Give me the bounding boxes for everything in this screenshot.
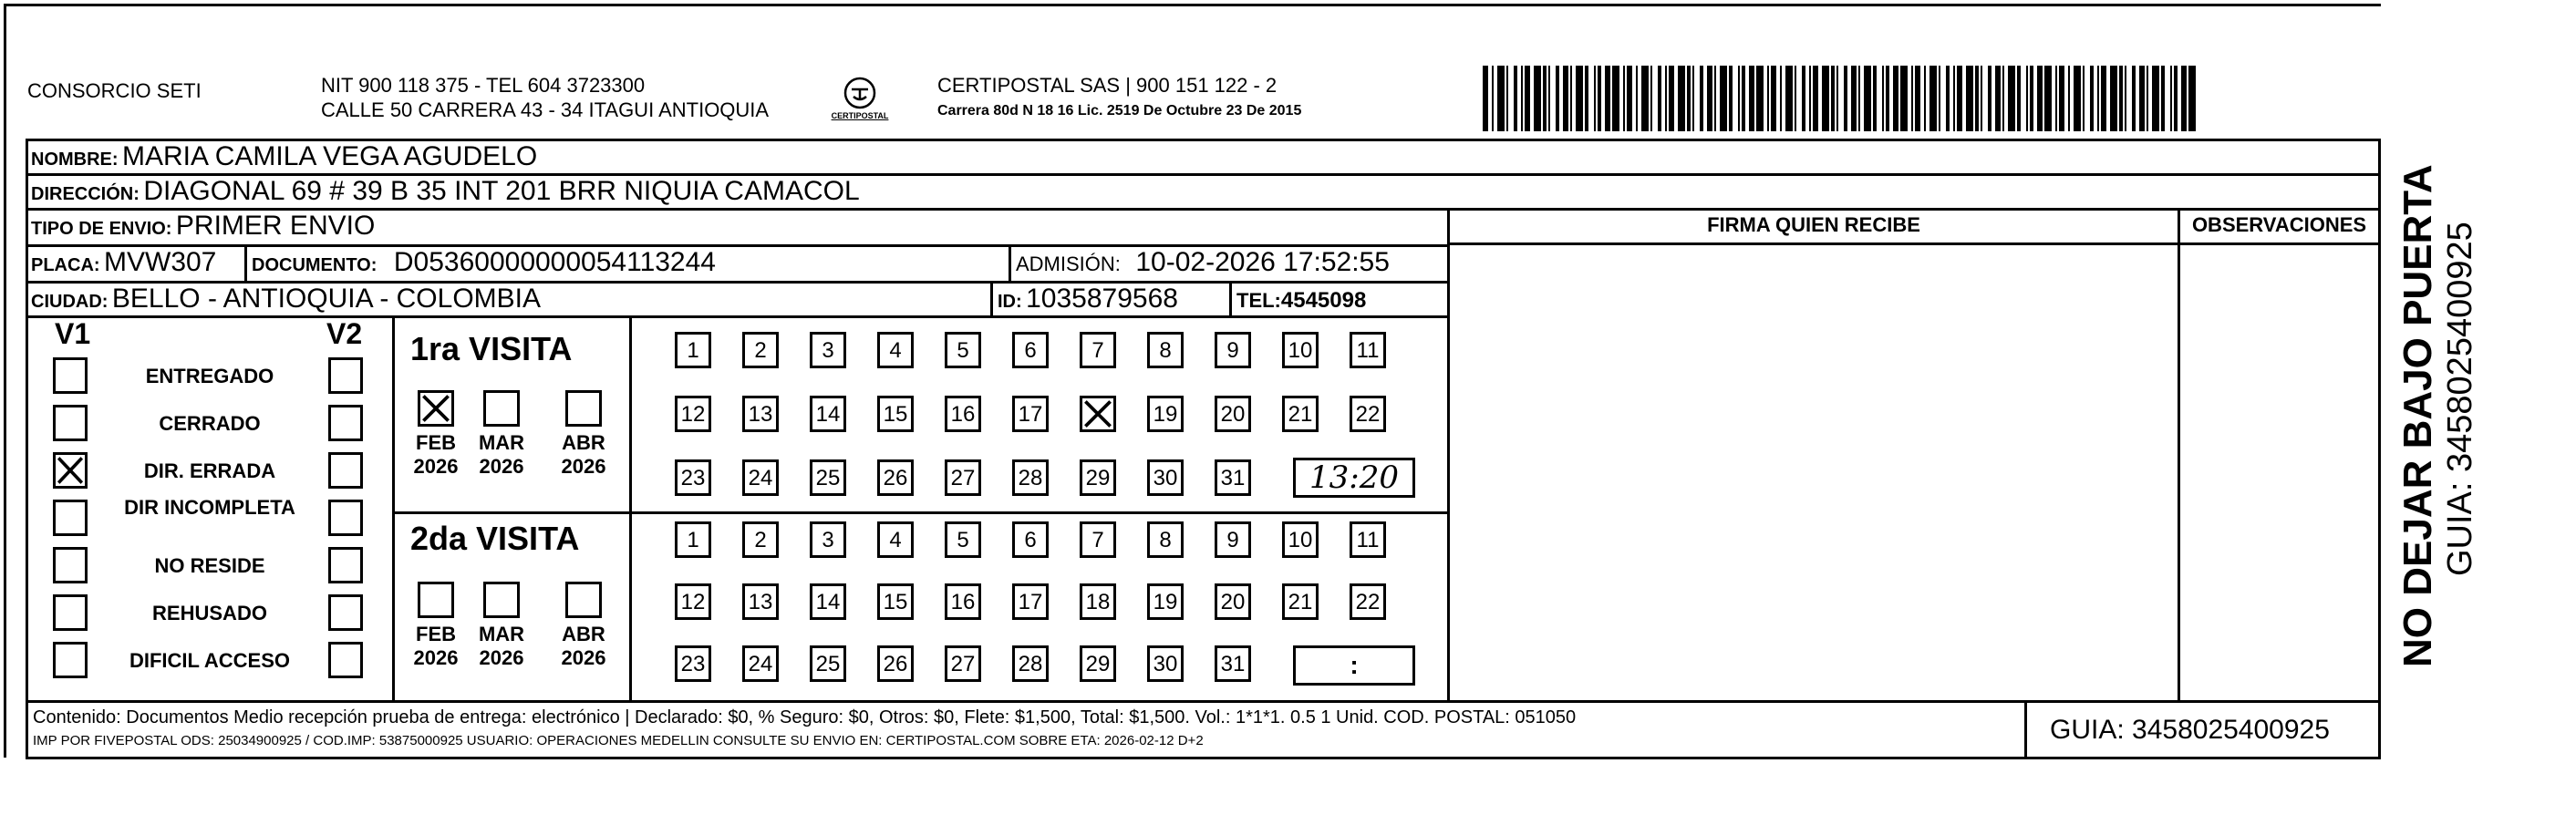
day-box[interactable] (742, 645, 779, 682)
day-box[interactable] (675, 583, 711, 620)
documento-value: D05360000000054113244 (393, 247, 716, 277)
day-box[interactable] (1080, 396, 1116, 432)
day-number: 13 (748, 590, 773, 614)
admision-label: ADMISIÓN: (1016, 253, 1121, 275)
placa-label: PLACA: (31, 255, 100, 275)
day-box[interactable] (945, 645, 981, 682)
barcode-bar (2152, 66, 2159, 131)
barcode-bar (1678, 66, 1685, 131)
day-number: 5 (957, 528, 969, 552)
first-visit-title: 1ra VISITA (410, 330, 573, 367)
day-number: 25 (815, 466, 841, 490)
day-box[interactable] (877, 521, 914, 558)
certipostal-logo-icon (824, 73, 895, 128)
day-number: 7 (1091, 528, 1104, 552)
status-label: REHUSADO (152, 602, 267, 624)
day-number: 17 (1018, 590, 1043, 614)
day-box[interactable] (1080, 583, 1116, 620)
day-box[interactable] (1350, 521, 1386, 558)
tel-label: TEL: (1236, 289, 1281, 312)
day-number: 31 (1220, 652, 1246, 676)
month-label: ABR (562, 623, 605, 645)
barcode-bar (1576, 66, 1583, 131)
v1-checkbox[interactable] (53, 594, 88, 631)
day-number: 16 (950, 590, 976, 614)
tel-value: 4545098 (1280, 288, 1367, 313)
day-box[interactable] (1215, 332, 1251, 368)
day-number: 22 (1355, 590, 1381, 614)
month-label: MAR (478, 623, 525, 645)
day-box[interactable] (945, 521, 981, 558)
day-number: 8 (1159, 338, 1172, 363)
day-number: 27 (950, 652, 976, 676)
v1-checkbox[interactable] (53, 500, 88, 536)
tipo-label: TIPO DE ENVIO: (31, 219, 172, 239)
day-box[interactable] (1147, 645, 1184, 682)
documento-row (252, 246, 716, 284)
day-box[interactable] (1350, 583, 1386, 620)
day-box[interactable] (945, 583, 981, 620)
day-number: 29 (1085, 466, 1111, 490)
day-box[interactable] (877, 459, 914, 496)
day-number: 12 (680, 402, 706, 427)
month-year-label: 2026 (561, 455, 606, 478)
day-number: 31 (1220, 466, 1246, 490)
day-number: 2 (754, 528, 767, 552)
day-number: 11 (1356, 338, 1380, 363)
day-box[interactable] (1215, 459, 1251, 496)
month-label: FEB (416, 431, 456, 454)
day-box[interactable] (810, 645, 846, 682)
v2-checkbox[interactable] (328, 547, 363, 583)
day-box[interactable] (877, 396, 914, 432)
month-year-label: 2026 (413, 646, 459, 669)
day-box[interactable] (675, 459, 711, 496)
day-number: 26 (883, 652, 908, 676)
day-box[interactable] (742, 332, 779, 368)
barcode-bar (1612, 66, 1619, 131)
day-number: 21 (1288, 402, 1313, 427)
day-box[interactable] (1080, 332, 1116, 368)
month-checkbox[interactable] (565, 390, 602, 427)
day-number: 3 (822, 338, 834, 363)
day-number: 24 (748, 652, 773, 676)
day-box[interactable] (1080, 521, 1116, 558)
company-nit: NIT 900 118 375 - TEL 604 3723300 (321, 74, 646, 97)
day-box[interactable] (1012, 645, 1049, 682)
v1-checkbox[interactable] (53, 452, 88, 489)
day-number: 20 (1220, 402, 1246, 427)
day-number: 9 (1226, 528, 1239, 552)
day-box[interactable] (1282, 583, 1319, 620)
nombre-value: MARIA CAMILA VEGA AGUDELO (122, 141, 538, 171)
day-box[interactable] (810, 332, 846, 368)
id-label: ID: (998, 292, 1022, 312)
day-number: 10 (1288, 338, 1313, 363)
day-box[interactable] (1147, 396, 1184, 432)
day-number: 8 (1159, 528, 1172, 552)
logo-text: CERTIPOSTAL (831, 111, 889, 120)
day-number: 26 (883, 466, 908, 490)
day-number: 28 (1018, 466, 1043, 490)
nombre-row (31, 140, 537, 178)
month-label: FEB (416, 623, 456, 645)
day-box[interactable] (877, 645, 914, 682)
day-number: 28 (1018, 652, 1043, 676)
day-box[interactable] (945, 459, 981, 496)
month-checkbox[interactable] (418, 390, 454, 427)
ciudad-value: BELLO - ANTIOQUIA - COLOMBIA (111, 284, 542, 314)
day-number: 4 (889, 528, 902, 552)
direccion-value: DIAGONAL 69 # 39 B 35 INT 201 BRR NIQUIA CAMACOL (143, 176, 860, 206)
status-label: DIR INCOMPLETA (124, 496, 295, 519)
month-label: MAR (478, 431, 525, 454)
day-number: 30 (1153, 652, 1178, 676)
ciudad-label: CIUDAD: (31, 292, 109, 312)
day-number: 16 (950, 402, 976, 427)
day-box[interactable] (1012, 459, 1049, 496)
carrier-name: CERTIPOSTAL SAS | 900 151 122 - 2 (937, 74, 1278, 97)
month-year-label: 2026 (479, 455, 524, 478)
barcode-bar (1641, 66, 1649, 131)
barcode-bar (1497, 66, 1505, 131)
status-label: ENTREGADO (145, 365, 274, 387)
day-box[interactable] (1215, 645, 1251, 682)
day-number: 27 (950, 466, 976, 490)
x-mark-icon (1082, 398, 1113, 429)
day-box[interactable] (945, 332, 981, 368)
day-box[interactable] (1215, 521, 1251, 558)
day-box[interactable] (742, 396, 779, 432)
barcode-bar (2188, 66, 2196, 131)
day-box[interactable] (1147, 332, 1184, 368)
day-number: 24 (748, 466, 773, 490)
month-year-label: 2026 (413, 455, 459, 478)
month-checkbox[interactable] (483, 390, 520, 427)
day-number: 23 (680, 466, 706, 490)
day-box[interactable] (877, 583, 914, 620)
barcode-bar (1864, 66, 1871, 131)
day-number: 20 (1220, 590, 1246, 614)
status-label: DIFICIL ACCESO (129, 649, 290, 672)
day-box[interactable] (675, 396, 711, 432)
barcode-bar (2074, 66, 2081, 131)
day-number: 19 (1153, 590, 1178, 614)
day-box[interactable] (1012, 583, 1049, 620)
status-label: DIR. ERRADA (143, 459, 276, 482)
v1-checkbox[interactable] (53, 357, 88, 394)
day-box[interactable] (1012, 521, 1049, 558)
carrier-license: Carrera 80d N 18 16 Lic. 2519 De Octubre 23 De 2015 (937, 103, 1302, 119)
v1-label: V1 (55, 317, 91, 350)
ciudad-row (31, 283, 541, 320)
second-visit-time[interactable] (1293, 645, 1415, 686)
v2-label: V2 (326, 317, 363, 350)
status-label: CERRADO (159, 412, 261, 435)
day-number: 12 (680, 590, 706, 614)
barcode-bar (1900, 66, 1908, 131)
tipo-value: PRIMER ENVIO (175, 211, 376, 241)
x-mark-icon (56, 455, 85, 486)
side-warning: NO DEJAR BAJO PUERTA (2395, 164, 2440, 667)
month-checkbox[interactable] (418, 582, 454, 618)
v2-checkbox[interactable] (328, 642, 363, 678)
day-box[interactable] (810, 396, 846, 432)
day-number: 9 (1226, 338, 1239, 363)
day-number: 15 (883, 590, 908, 614)
barcode-bar (2110, 66, 2117, 131)
admision-row (1016, 246, 1390, 284)
day-box[interactable] (810, 583, 846, 620)
day-box[interactable] (945, 396, 981, 432)
barcode-bar (1720, 66, 1727, 131)
v2-checkbox[interactable] (328, 357, 363, 394)
day-number: 13 (748, 402, 773, 427)
day-box[interactable] (1282, 521, 1319, 558)
nombre-label: NOMBRE: (31, 150, 119, 170)
month-label: ABR (562, 431, 605, 454)
day-box[interactable] (1080, 459, 1116, 496)
v2-checkbox[interactable] (328, 452, 363, 489)
footer-contents: Contenido: Documentos Medio recepción prueba de entrega: electrónico | Declarado: $0, % Seguro: $0, Otros: $0, Flete: $1,500, Total: $1,500. Vol.: 1*1*1. 0.5 1 Unid. COD. POSTAL: 051050 (33, 707, 1577, 727)
day-box[interactable] (1147, 521, 1184, 558)
day-number: 6 (1024, 528, 1037, 552)
day-number: 10 (1288, 528, 1313, 552)
first-visit-time[interactable] (1293, 458, 1415, 498)
day-box[interactable] (675, 332, 711, 368)
day-number: 21 (1288, 590, 1313, 614)
day-box[interactable] (742, 521, 779, 558)
id-value: 1035879568 (1026, 284, 1178, 314)
observaciones-heading: OBSERVACIONES (2191, 213, 2367, 236)
day-box[interactable] (675, 645, 711, 682)
day-box[interactable] (1282, 396, 1319, 432)
day-number: 23 (680, 652, 706, 676)
barcode-bar (1822, 66, 1829, 131)
day-box[interactable] (1012, 396, 1049, 432)
tipo-row (31, 210, 375, 247)
day-number: 1 (687, 338, 699, 363)
v1-checkbox[interactable] (53, 547, 88, 583)
day-number: 6 (1024, 338, 1037, 363)
day-box[interactable] (810, 521, 846, 558)
placa-value: MVW307 (104, 247, 217, 277)
day-box[interactable] (675, 521, 711, 558)
placa-row (31, 246, 216, 284)
status-label: NO RESIDE (154, 554, 265, 577)
month-year-label: 2026 (561, 646, 606, 669)
day-number: 15 (883, 402, 908, 427)
day-box[interactable] (742, 583, 779, 620)
day-number: 25 (815, 652, 841, 676)
day-number: 14 (815, 590, 841, 614)
day-number: 4 (889, 338, 902, 363)
documento-label: DOCUMENTO: (252, 255, 378, 275)
day-number: 22 (1355, 402, 1381, 427)
second-visit-title: 2da VISITA (410, 520, 580, 557)
month-checkbox[interactable] (483, 582, 520, 618)
day-box[interactable] (1282, 332, 1319, 368)
day-box[interactable] (1350, 332, 1386, 368)
barcode-bar (1966, 66, 1973, 131)
v2-checkbox[interactable] (328, 405, 363, 441)
tel-row (1236, 284, 1366, 320)
day-box[interactable] (1080, 645, 1116, 682)
v2-checkbox[interactable] (328, 594, 363, 631)
direccion-row (31, 175, 860, 212)
day-number: 18 (1085, 590, 1111, 614)
day-number: 2 (754, 338, 767, 363)
day-box[interactable] (1147, 583, 1184, 620)
v2-checkbox[interactable] (328, 500, 363, 536)
id-row (998, 283, 1178, 320)
day-number: 19 (1153, 402, 1178, 427)
day-number: 30 (1153, 466, 1178, 490)
barcode (1483, 66, 2203, 131)
day-number: 17 (1018, 402, 1043, 427)
direccion-label: DIRECCIÓN: (31, 184, 140, 204)
v1-checkbox[interactable] (53, 642, 88, 678)
month-year-label: 2026 (479, 646, 524, 669)
barcode-bar (2044, 66, 2052, 131)
company-name: CONSORCIO SETI (27, 79, 202, 102)
day-number: 29 (1085, 652, 1111, 676)
barcode-bar (1756, 66, 1764, 131)
barcode-bar (1785, 66, 1793, 131)
month-checkbox[interactable] (565, 582, 602, 618)
v1-checkbox[interactable] (53, 405, 88, 441)
day-number: 3 (822, 528, 834, 552)
day-number: 7 (1091, 338, 1104, 363)
day-box[interactable] (877, 332, 914, 368)
day-number: 5 (957, 338, 969, 363)
footer-print-info: IMP POR FIVEPOSTAL ODS: 25034900925 / COD.IMP: 53875000925 USUARIO: OPERACIONES MEDELLIN CONSULTE SU ENVIO EN: CERTIPOSTAL.COM SOBRE ETA: 2026-02-12 D+2 (33, 733, 1204, 748)
day-box[interactable] (1350, 396, 1386, 432)
second-visit-time-value: : (1350, 651, 1359, 679)
day-box[interactable] (1215, 396, 1251, 432)
day-number: 14 (815, 402, 841, 427)
barcode-bar (1534, 66, 1541, 131)
day-box[interactable] (1012, 332, 1049, 368)
admision-value: 10-02-2026 17:52:55 (1135, 247, 1390, 277)
day-box[interactable] (1215, 583, 1251, 620)
side-guia: GUIA: 3458025400925 (2441, 222, 2479, 576)
x-mark-icon (420, 393, 451, 424)
day-box[interactable] (742, 459, 779, 496)
barcode-bar (2008, 66, 2015, 131)
day-number: 11 (1356, 528, 1380, 552)
barcode-bar (1929, 66, 1937, 131)
day-number: 1 (687, 528, 699, 552)
day-box[interactable] (810, 459, 846, 496)
company-address: CALLE 50 CARRERA 43 - 34 ITAGUI ANTIOQUIA (321, 98, 770, 121)
day-box[interactable] (1147, 459, 1184, 496)
footer-guia: GUIA: 3458025400925 (2050, 715, 2330, 745)
first-visit-time-value: 13:20 (1309, 459, 1399, 496)
firma-heading: FIRMA QUIEN RECIBE (1707, 213, 1920, 236)
